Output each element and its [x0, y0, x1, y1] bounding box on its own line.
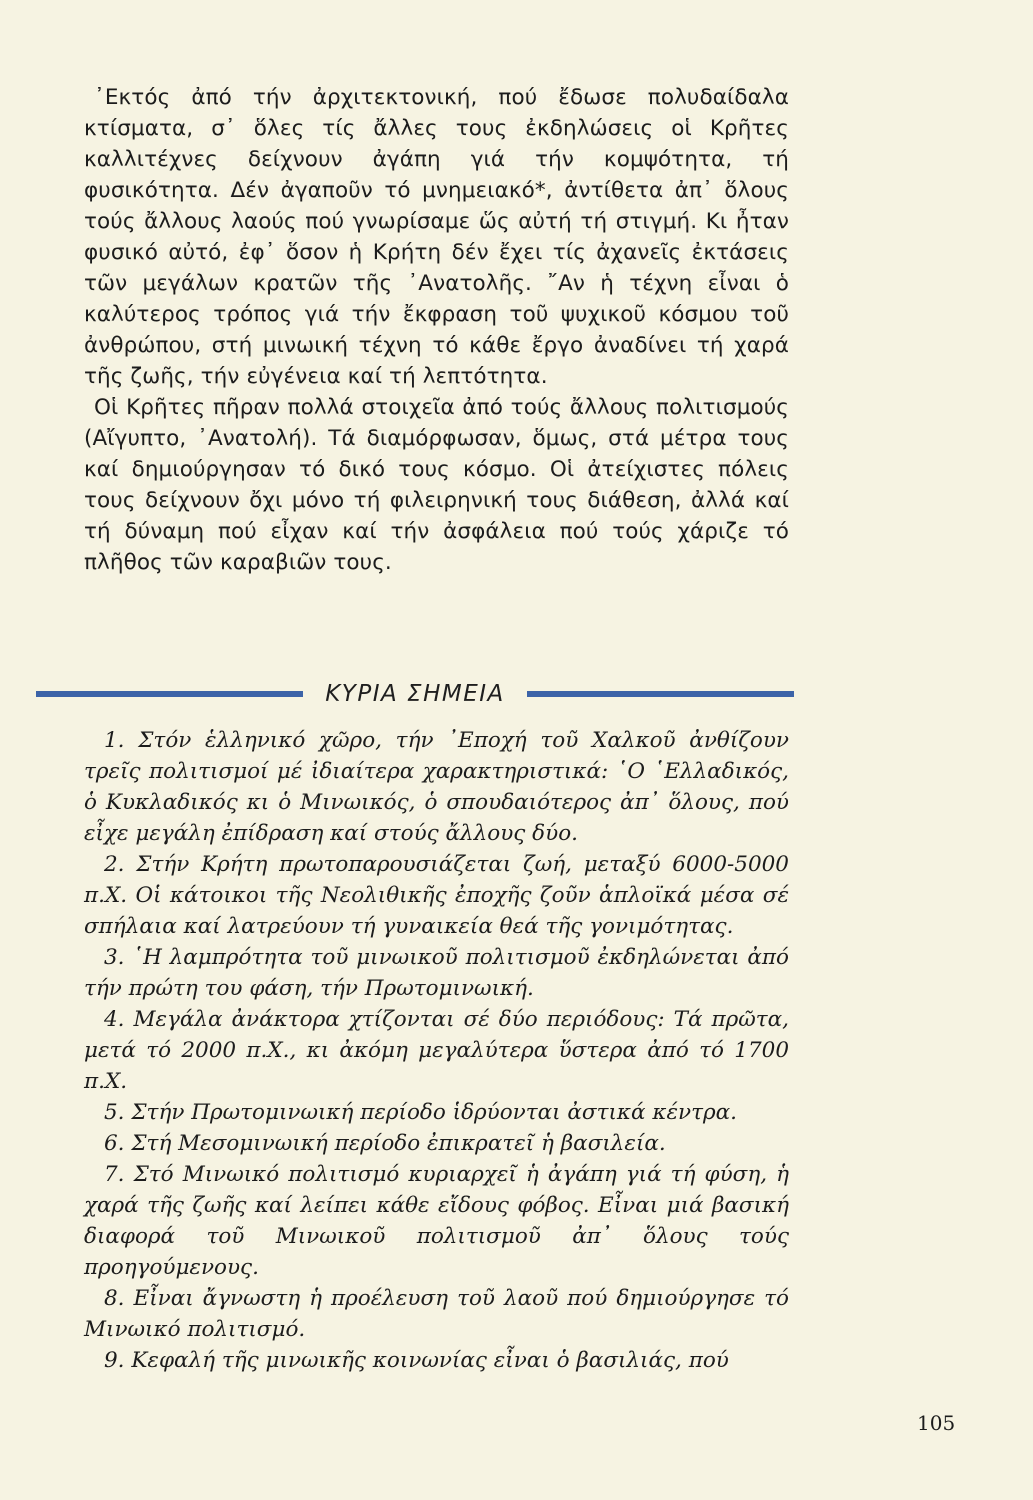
heading-rule-right — [527, 691, 794, 697]
key-point: 3. ῾Η λαμπρότητα τοῦ μινωικοῦ πολιτισμοῦ ἐκδηλώνεται ἀπό τήν πρώτη του φάση, τήν Πρωτομινωική. — [84, 945, 789, 1001]
key-point: 2. Στήν Κρήτη πρωτοπαρουσιάζεται ζωή, μεταξύ 6000-5000 π.Χ. Οἱ κάτοικοι τῆς Νεολιθικῆς ἐποχῆς ζοῦν ἁπλοϊκά μέσα σέ σπήλαια καί λατρεύουν τή γυναικεία θεά τῆς γονιμότητας. — [84, 852, 789, 939]
page-number: 105 — [917, 1411, 956, 1435]
key-point: 7. Στό Μινωικό πολιτισμό κυριαρχεῖ ἡ ἀγάπη γιά τή φύση, ἡ χαρά τῆς ζωῆς καί λείπει κάθε εἴδους φόβος. Εἶναι μιά βασική διαφορά τοῦ Μινωικοῦ πολιτισμοῦ ἀπ᾿ ὅλους τούς προηγούμενους. — [84, 1162, 789, 1280]
heading-rule-left — [36, 691, 303, 697]
key-points-heading-row — [36, 676, 794, 712]
key-point: 8. Εἶναι ἄγνωστη ἡ προέλευση τοῦ λαοῦ πού δημιούργησε τό Μινωικό πολιτισμό. — [84, 1286, 789, 1342]
key-point: 1. Στόν ἑλληνικό χῶρο, τήν ᾿Εποχή τοῦ Χαλκοῦ ἀνθίζουν τρεῖς πολιτισμοί μέ ἰδιαίτερα χαρακτηριστικά: ῾Ο ῾Ελλαδικός, ὁ Κυκλαδικός κι ὁ Μινωικός, ὁ σπουδαιότερος ἀπ᾿ ὅλους, πού εἶχε μεγάλη ἐπίδραση καί στούς ἄλλους δύο. — [84, 728, 789, 846]
intro-paragraph: Οἱ Κρῆτες πῆραν πολλά στοιχεῖα ἀπό τούς ἄλλους πολιτισμούς (Αἴγυπτο, ᾿Ανατολή). Τά διαμόρφωσαν, ὅμως, στά μέτρα τους καί δημιούργησαν τό δικό τους κόσμο. Οἱ ἀτείχιστες πόλεις τους δείχνουν ὄχι μόνο τή φιλειρηνική τους διάθεση, ἀλλά καί τή δύναμη πού εἶχαν καί τήν ἀσφάλεια πού τούς χάριζε τό πλῆθος τῶν καραβιῶν τους. — [84, 395, 789, 575]
key-point: 4. Μεγάλα ἀνάκτορα χτίζονται σέ δύο περιόδους: Τά πρῶτα, μετά τό 2000 π.Χ., κι ἀκόμη μεγαλύτερα ὕστερα ἀπό τό 1700 π.Χ. — [84, 1007, 789, 1094]
key-points-heading: ΚΥΡΙΑ ΣΗΜΕΙΑ — [325, 681, 505, 707]
key-points-list — [84, 725, 789, 1376]
key-point: 6. Στή Μεσομινωική περίοδο ἐπικρατεῖ ἡ βασιλεία. — [104, 1131, 666, 1156]
intro-text — [84, 82, 789, 578]
intro-paragraph: ᾿Εκτός ἀπό τήν ἀρχιτεκτονική, πού ἔδωσε πολυδαίδαλα κτίσματα, σ᾿ ὅλες τίς ἄλλες τους ἐκδηλώσεις οἱ Κρῆτες καλλιτέχνες δείχνουν ἀγάπη γιά τήν κομψότητα, τή φυσικότητα. Δέν ἀγαποῦν τό μνημειακό*, ἀντίθετα ἀπ᾿ ὅλους τούς ἄλλους λαούς πού γνωρίσαμε ὥς αὐτή τή στιγμή. Κι ἦταν φυσικό αὐτό, ἐφ᾿ ὅσον ἡ Κρήτη δέν ἔχει τίς ἀχανεῖς ἐκτάσεις τῶν μεγάλων κρατῶν τῆς ᾿Ανατολῆς. ῎Αν ἡ τέχνη εἶναι ὁ καλύτερος τρόπος γιά τήν ἔκφραση τοῦ ψυχικοῦ κόσμου τοῦ ἀνθρώπου, στή μινωική τέχνη τό κάθε ἔργο ἀναδίνει τή χαρά τῆς ζωῆς, τήν εὐγένεια καί τή λεπτότητα. — [84, 85, 789, 389]
key-point: 9. Κεφαλή τῆς μινωικῆς κοινωνίας εἶναι ὁ βασιλιάς, πού — [104, 1348, 729, 1373]
key-point: 5. Στήν Πρωτομινωική περίοδο ἱδρύονται ἀστικά κέντρα. — [104, 1100, 737, 1125]
